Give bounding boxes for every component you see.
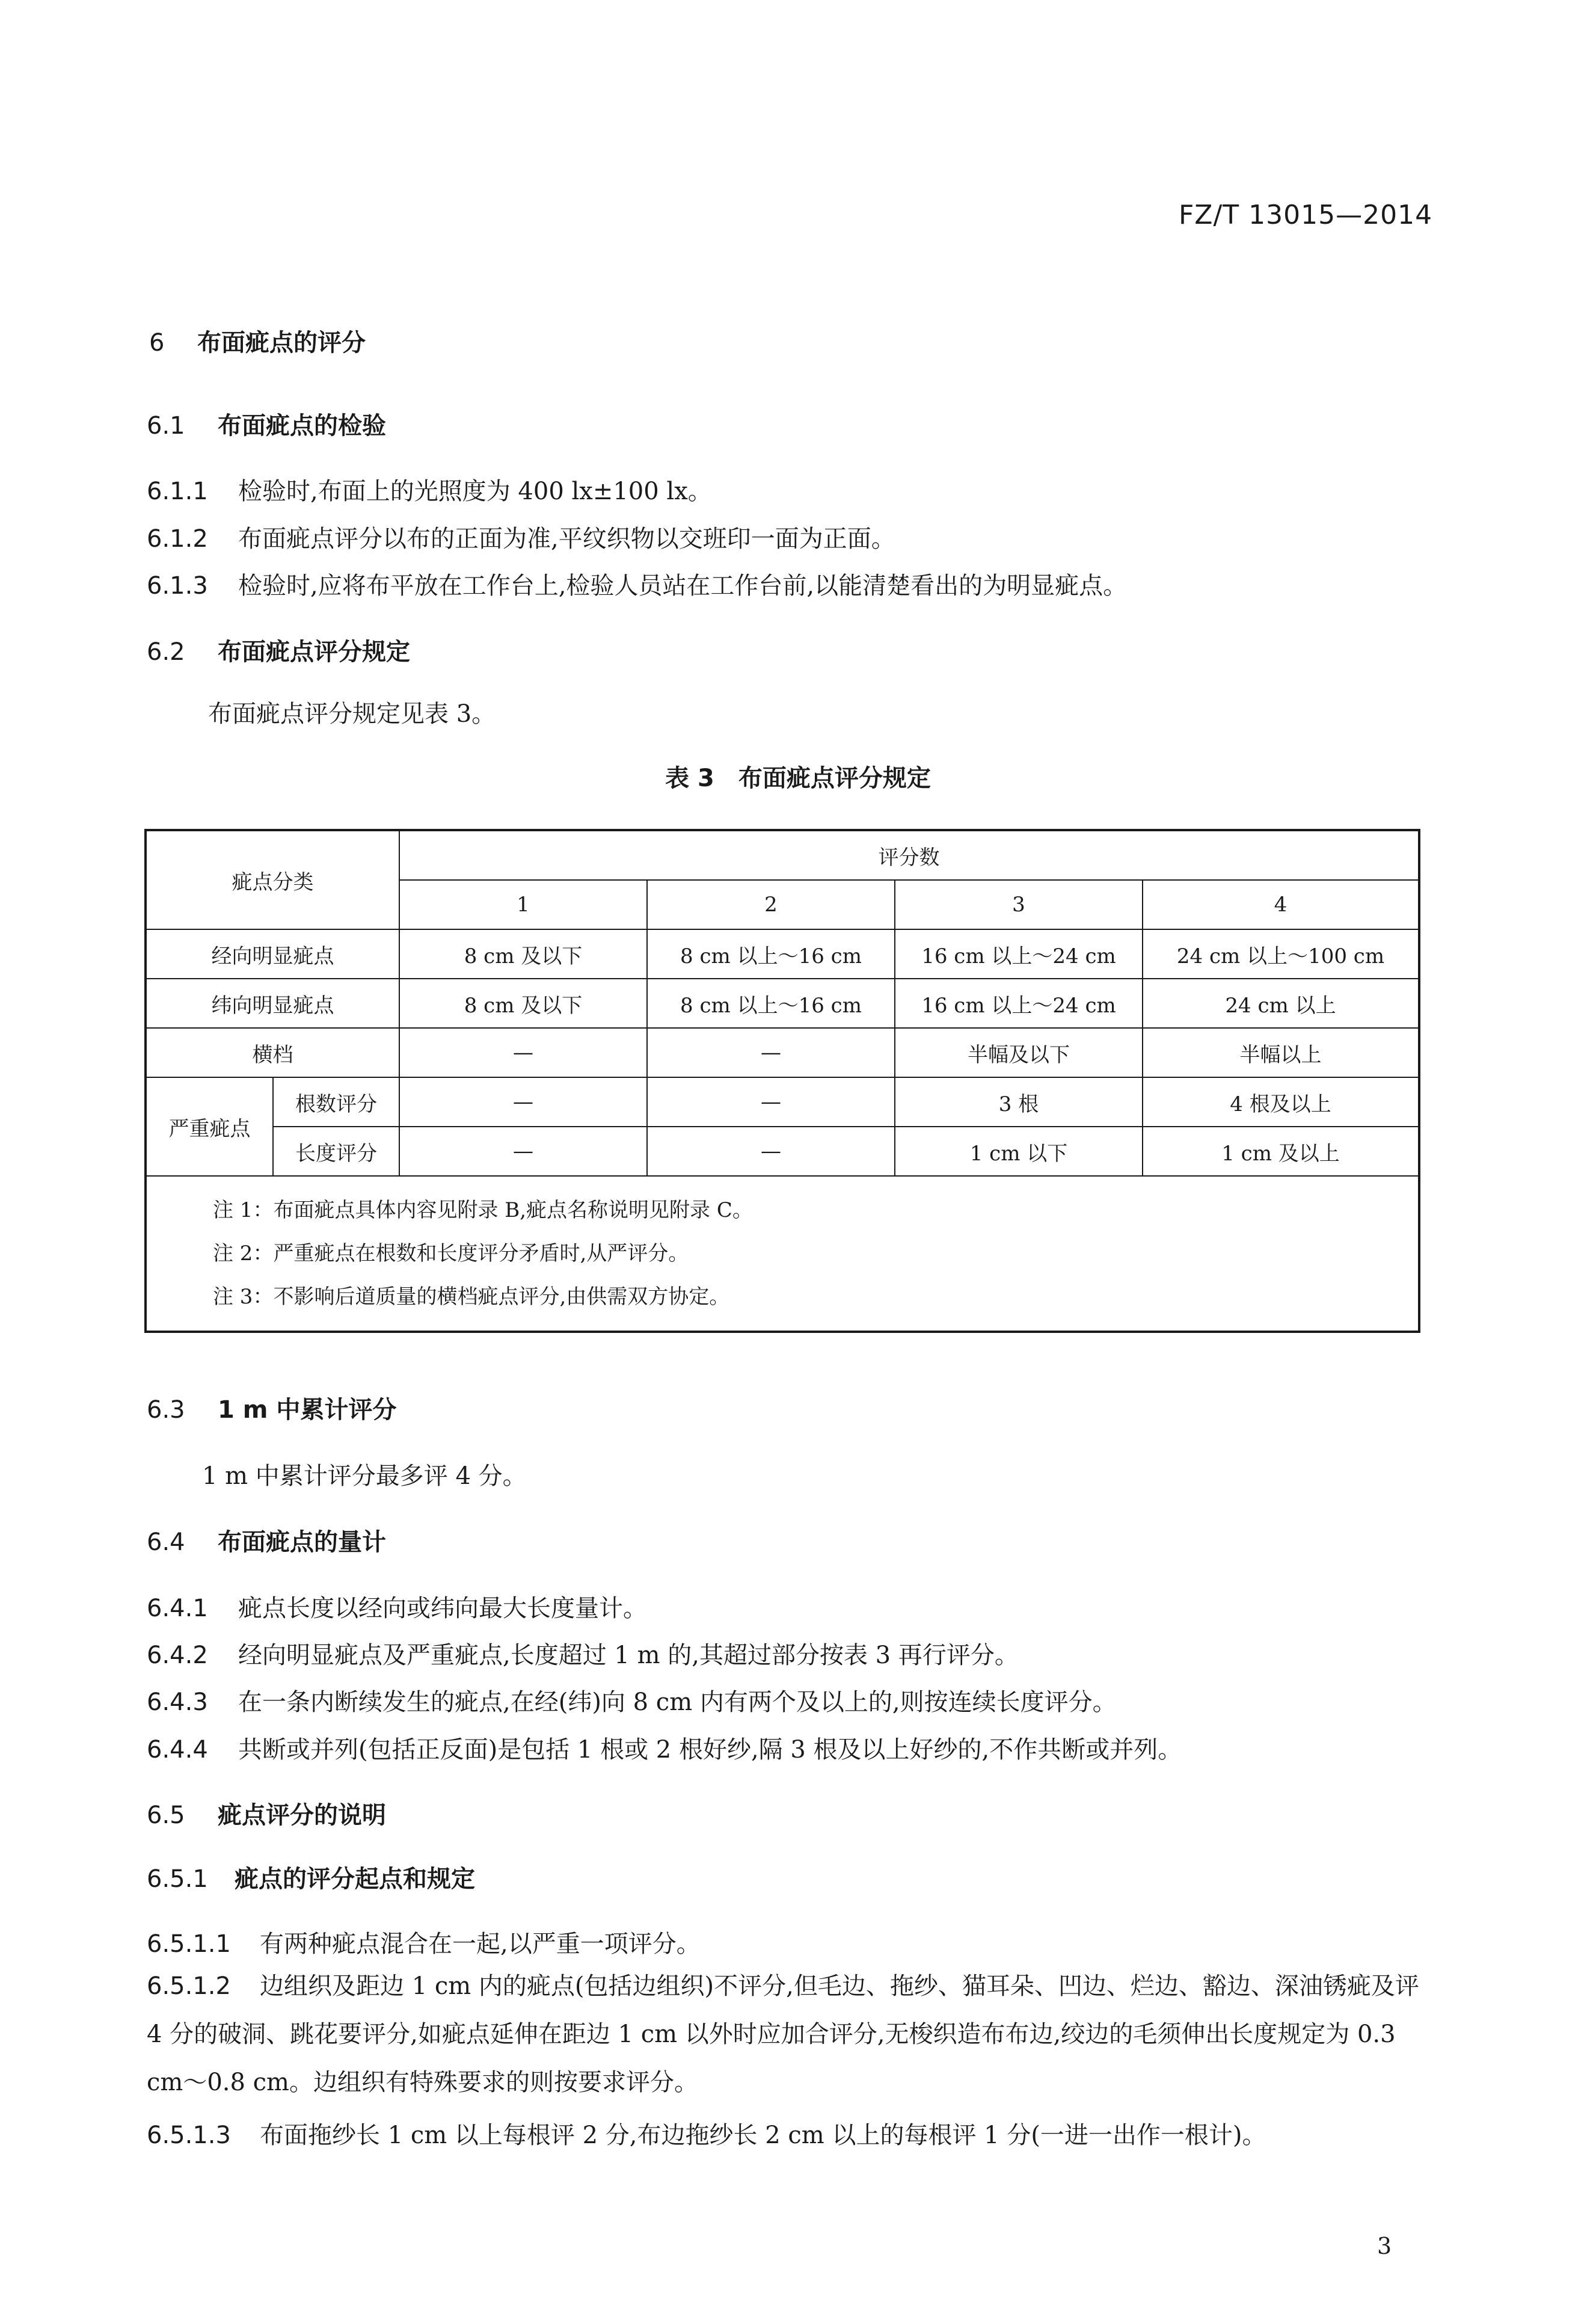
clause-6-1-1 xyxy=(147,472,712,506)
header-defect-category: 疵点分类 xyxy=(146,830,399,929)
table-cell: 24 cm 以上～100 cm xyxy=(1143,929,1419,979)
table-cell: 8 cm 以上～16 cm xyxy=(647,929,895,979)
clause-6-1-2 xyxy=(147,520,895,554)
section-title: 疵点的评分起点和规定 xyxy=(235,1865,475,1893)
table-cell: 4 根及以上 xyxy=(1143,1077,1419,1127)
section-title: 布面疵点的评分 xyxy=(197,329,366,357)
table-cell: — xyxy=(399,1127,647,1176)
score-column-1: 1 xyxy=(399,880,647,929)
clause-number: 6.5.1.1 xyxy=(147,1930,231,1958)
table-cell: 8 cm 及以下 xyxy=(399,979,647,1028)
clause-text: 布面拖纱长 1 cm 以上每根评 2 分,布边拖纱长 2 cm 以上的每根评 1 分(一进一出作一根计)。 xyxy=(260,2122,1266,2149)
section-number: 6.4 xyxy=(147,1528,185,1556)
section-number: 6.2 xyxy=(147,638,185,666)
clause-text: 布面疵点评分以布的正面为准,平纹织物以交班印一面为正面。 xyxy=(238,525,895,553)
row-label: 纬向明显疵点 xyxy=(146,979,399,1028)
table-row xyxy=(146,1127,1419,1176)
clause-number: 6.4.2 xyxy=(147,1642,208,1669)
clause-number: 6.1.2 xyxy=(147,525,208,553)
clause-6-4-2 xyxy=(147,1636,1019,1670)
section-6-4-heading xyxy=(147,1523,386,1557)
score-column-2: 2 xyxy=(647,880,895,929)
clause-number: 6.1.3 xyxy=(147,572,208,600)
table-cell: 半幅以上 xyxy=(1143,1028,1419,1077)
page-number: 3 xyxy=(1377,2233,1392,2259)
table-cell: — xyxy=(647,1077,895,1127)
table-cell: 8 cm 以上～16 cm xyxy=(647,979,895,1028)
clause-6-4-1 xyxy=(147,1589,647,1623)
clause-6-4-4 xyxy=(147,1731,1182,1765)
section-number: 6 xyxy=(149,329,165,357)
section-6-heading xyxy=(149,324,366,358)
table-cell: 3 根 xyxy=(895,1077,1143,1127)
clause-number: 6.4.3 xyxy=(147,1688,208,1716)
clause-6-4-3 xyxy=(147,1683,1117,1717)
table-cell: 半幅及以下 xyxy=(895,1028,1143,1077)
table-row xyxy=(146,929,1419,979)
table-row xyxy=(146,979,1419,1028)
table-cell: 16 cm 以上～24 cm xyxy=(895,979,1143,1028)
table-cell: — xyxy=(399,1077,647,1127)
clause-number: 6.4.1 xyxy=(147,1595,208,1622)
table-cell: 1 cm 以下 xyxy=(895,1127,1143,1176)
section-title: 布面疵点的检验 xyxy=(218,412,386,440)
section-number: 6.3 xyxy=(147,1396,185,1424)
table-cell: 16 cm 以上～24 cm xyxy=(895,929,1143,979)
clause-6-5-1-1 xyxy=(147,1925,701,1959)
section-number: 6.5 xyxy=(147,1802,185,1829)
section-6-5-1-heading xyxy=(147,1860,475,1894)
section-6-3-heading xyxy=(147,1391,396,1425)
section-title: 布面疵点评分规定 xyxy=(218,638,410,666)
table-header-row xyxy=(146,830,1419,880)
clause-number: 6.5.1.3 xyxy=(147,2122,231,2149)
row-label: 经向明显疵点 xyxy=(146,929,399,979)
clause-6-5-1-2 xyxy=(147,1962,1419,2106)
document-code: FZ/T 13015—2014 xyxy=(1179,200,1433,230)
clause-text: 检验时,布面上的光照度为 400 lx±100 lx。 xyxy=(238,478,712,505)
section-6-2-heading xyxy=(147,633,410,667)
table-notes xyxy=(146,1176,1419,1332)
table-reference-paragraph: 布面疵点评分规定见表 3。 xyxy=(208,700,496,728)
section-number: 6.5.1 xyxy=(147,1865,208,1893)
clause-text: 共断或并列(包括正反面)是包括 1 根或 2 根好纱,隔 3 根及以上好纱的,不作共断或并列。 xyxy=(238,1736,1182,1764)
paragraph-6-3: 1 m 中累计评分最多评 4 分。 xyxy=(202,1462,527,1490)
header-score: 评分数 xyxy=(399,830,1419,880)
table-cell: — xyxy=(647,1127,895,1176)
table-caption: 表 3 布面疵点评分规定 xyxy=(665,765,931,792)
row-sublabel: 根数评分 xyxy=(273,1077,399,1127)
table-cell: — xyxy=(647,1028,895,1077)
section-title: 布面疵点的量计 xyxy=(218,1528,386,1556)
row-sublabel: 长度评分 xyxy=(273,1127,399,1176)
clause-text: 边组织及距边 1 cm 内的疵点(包括边组织)不评分,但毛边、拖纱、猫耳朵、凹边、烂边、豁边、深油锈疵及评 4 分的破洞、跳花要评分,如疵点延伸在距边 1 cm 以外时应加合评分,无梭织造布布边,绞边的毛须伸出长度规定为 0.3 cm～0.8 cm。边组织有特殊要求的则按要求评分。 xyxy=(147,1972,1419,2096)
section-title: 疵点评分的说明 xyxy=(218,1802,386,1829)
table-cell: 1 cm 及以上 xyxy=(1143,1127,1419,1176)
clause-number: 6.5.1.2 xyxy=(147,1972,231,2000)
scoring-table xyxy=(144,829,1420,1333)
clause-text: 在一条内断续发生的疵点,在经(纬)向 8 cm 内有两个及以上的,则按连续长度评分。 xyxy=(238,1688,1117,1716)
table-notes-row xyxy=(146,1176,1419,1332)
clause-text: 有两种疵点混合在一起,以严重一项评分。 xyxy=(260,1930,701,1958)
score-column-4: 4 xyxy=(1143,880,1419,929)
row-group-label: 严重疵点 xyxy=(146,1077,273,1176)
section-title: 1 m 中累计评分 xyxy=(218,1396,397,1424)
section-6-5-heading xyxy=(147,1796,386,1830)
row-label: 横档 xyxy=(146,1028,399,1077)
clause-text: 疵点长度以经向或纬向最大长度量计。 xyxy=(238,1595,647,1622)
table-note: 注 3：不影响后道质量的横档疵点评分,由供需双方协定。 xyxy=(213,1285,730,1309)
table-note: 注 2：严重疵点在根数和长度评分矛盾时,从严评分。 xyxy=(213,1242,689,1266)
table-note: 注 1：布面疵点具体内容见附录 B,疵点名称说明见附录 C。 xyxy=(213,1198,753,1222)
clause-number: 6.1.1 xyxy=(147,478,208,505)
score-column-3: 3 xyxy=(895,880,1143,929)
clause-text: 经向明显疵点及严重疵点,长度超过 1 m 的,其超过部分按表 3 再行评分。 xyxy=(238,1642,1019,1669)
section-number: 6.1 xyxy=(147,412,185,440)
clause-6-5-1-3 xyxy=(147,2116,1266,2150)
table-row xyxy=(146,1077,1419,1127)
table-cell: 24 cm 以上 xyxy=(1143,979,1419,1028)
clause-number: 6.4.4 xyxy=(147,1736,208,1764)
table-cell: 8 cm 及以下 xyxy=(399,929,647,979)
section-6-1-heading xyxy=(147,407,386,441)
table-row xyxy=(146,1028,1419,1077)
table-cell: — xyxy=(399,1028,647,1077)
clause-text: 检验时,应将布平放在工作台上,检验人员站在工作台前,以能清楚看出的为明显疵点。 xyxy=(238,572,1128,600)
clause-6-1-3 xyxy=(147,567,1127,601)
